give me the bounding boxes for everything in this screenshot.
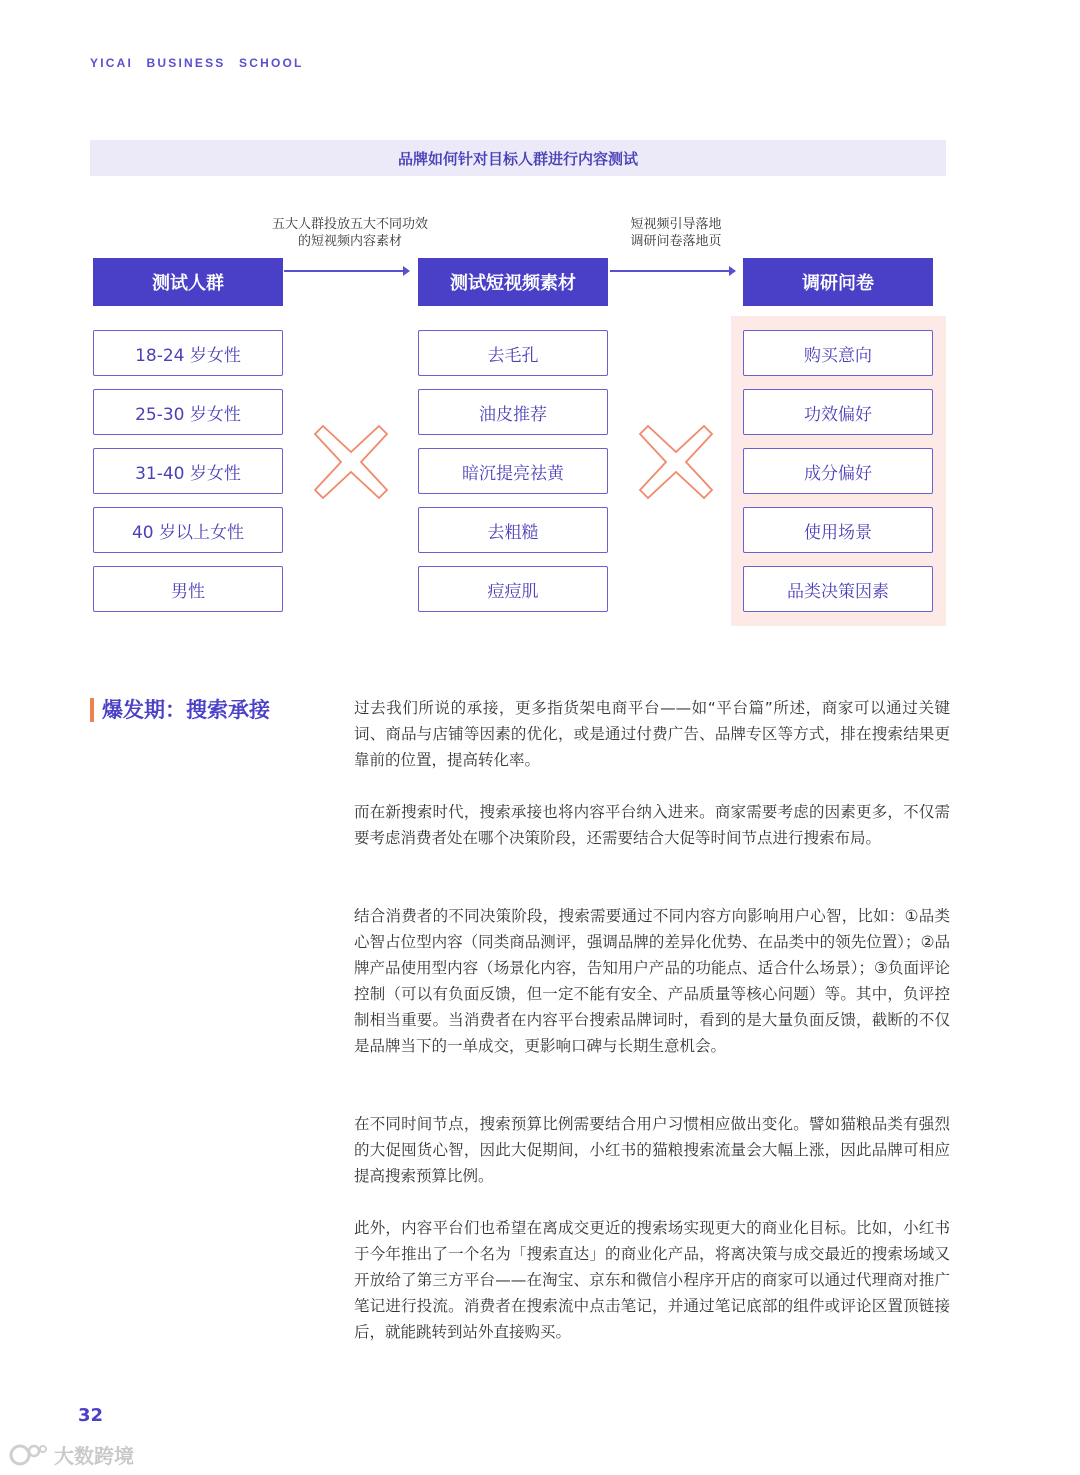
watermark-logo-icon <box>8 1442 48 1468</box>
brand-header: YICAI BUSINESS SCHOOL <box>90 56 304 70</box>
arrow2-label <box>608 216 744 250</box>
survey-item: 品类决策因素 <box>743 566 933 612</box>
paragraph: 结合消费者的不同决策阶段，搜索需要通过不同内容方向影响用户心智，比如：①品类心智占位型内容（同类商品测评，强调品牌的差异化优势、在品类中的领先位置）；②品牌产品使用型内容（场景化内容，告知用户产品的功能点、适合什么场景）；③负面评论控制（可以有负面反馈，但一定不能有安全、产品质量等核心问题）等。其中，负评控制相当重要。当消费者在内容平台搜索品牌词时，看到的是大量负面反馈，截断的不仅是品牌当下的一单成交，更影响口碑与长期生意机会。 <box>354 907 950 1055</box>
paragraph: 过去我们所说的承接，更多指货架电商平台——如“平台篇”所述，商家可以通过关键词、商品与店铺等因素的优化，或是通过付费广告、品牌专区等方式，排在搜索结果更靠前的位置，提高转化率。 <box>354 699 950 769</box>
material-item: 油皮推荐 <box>418 389 608 435</box>
survey-item: 购买意向 <box>743 330 933 376</box>
audience-item: 31-40 岁女性 <box>93 448 283 494</box>
arrow1 <box>284 270 408 272</box>
column-header-video-material: 测试短视频素材 <box>418 258 608 306</box>
material-item: 暗沉提亮祛黄 <box>418 448 608 494</box>
audience-item: 18-24 岁女性 <box>93 330 283 376</box>
diagram-title: 品牌如何针对目标人群进行内容测试 <box>90 140 946 176</box>
cross-icon <box>638 424 714 500</box>
column-header-survey: 调研问卷 <box>743 258 933 306</box>
material-item: 痘痘肌 <box>418 566 608 612</box>
arrow2-label-line2: 调研问卷落地页 <box>630 234 722 249</box>
arrow1-label-line1: 五大人群投放五大不同功效 <box>271 217 428 232</box>
arrow2-label-line1: 短视频引导落地 <box>630 217 722 232</box>
column-header-test-audience: 测试人群 <box>93 258 283 306</box>
paragraph: 而在新搜索时代，搜索承接也将内容平台纳入进来。商家需要考虑的因素更多，不仅需要考虑消费者处在哪个决策阶段，还需要结合大促等时间节点进行搜索布局。 <box>354 803 950 847</box>
survey-item: 使用场景 <box>743 507 933 553</box>
arrow1-label <box>250 216 450 250</box>
material-item: 去毛孔 <box>418 330 608 376</box>
survey-item: 成分偏好 <box>743 448 933 494</box>
audience-item: 男性 <box>93 566 283 612</box>
audience-item: 25-30 岁女性 <box>93 389 283 435</box>
paragraph: 此外，内容平台们也希望在离成交更近的搜索场实现更大的商业化目标。比如，小红书于今年推出了一个名为「搜索直达」的商业化产品，将离决策与成交最近的搜索场域又开放给了第三方平台——在淘宝、京东和微信小程序开店的商家可以通过代理商对推广笔记进行投流。消费者在搜索流中点击笔记，并通过笔记底部的组件或评论区置顶链接后，就能跳转到站外直接购买。 <box>354 1219 950 1341</box>
audience-item: 40 岁以上女性 <box>93 507 283 553</box>
page-number: 32 <box>78 1405 104 1426</box>
section-accent-bar <box>90 698 94 722</box>
watermark-text: 大数跨境 <box>54 1444 134 1468</box>
material-item: 去粗糙 <box>418 507 608 553</box>
arrow1-label-line2: 的短视频内容素材 <box>297 234 402 249</box>
watermark <box>8 1440 134 1469</box>
survey-item: 功效偏好 <box>743 389 933 435</box>
arrow2 <box>610 270 734 272</box>
section-title: 爆发期：搜索承接 <box>102 698 270 722</box>
cross-icon <box>313 424 389 500</box>
paragraph: 在不同时间节点，搜索预算比例需要结合用户习惯相应做出变化。譬如猫粮品类有强烈的大促囤货心智，因此大促期间，小红书的猫粮搜索流量会大幅上涨，因此品牌可相应提高搜索预算比例。 <box>354 1115 950 1185</box>
